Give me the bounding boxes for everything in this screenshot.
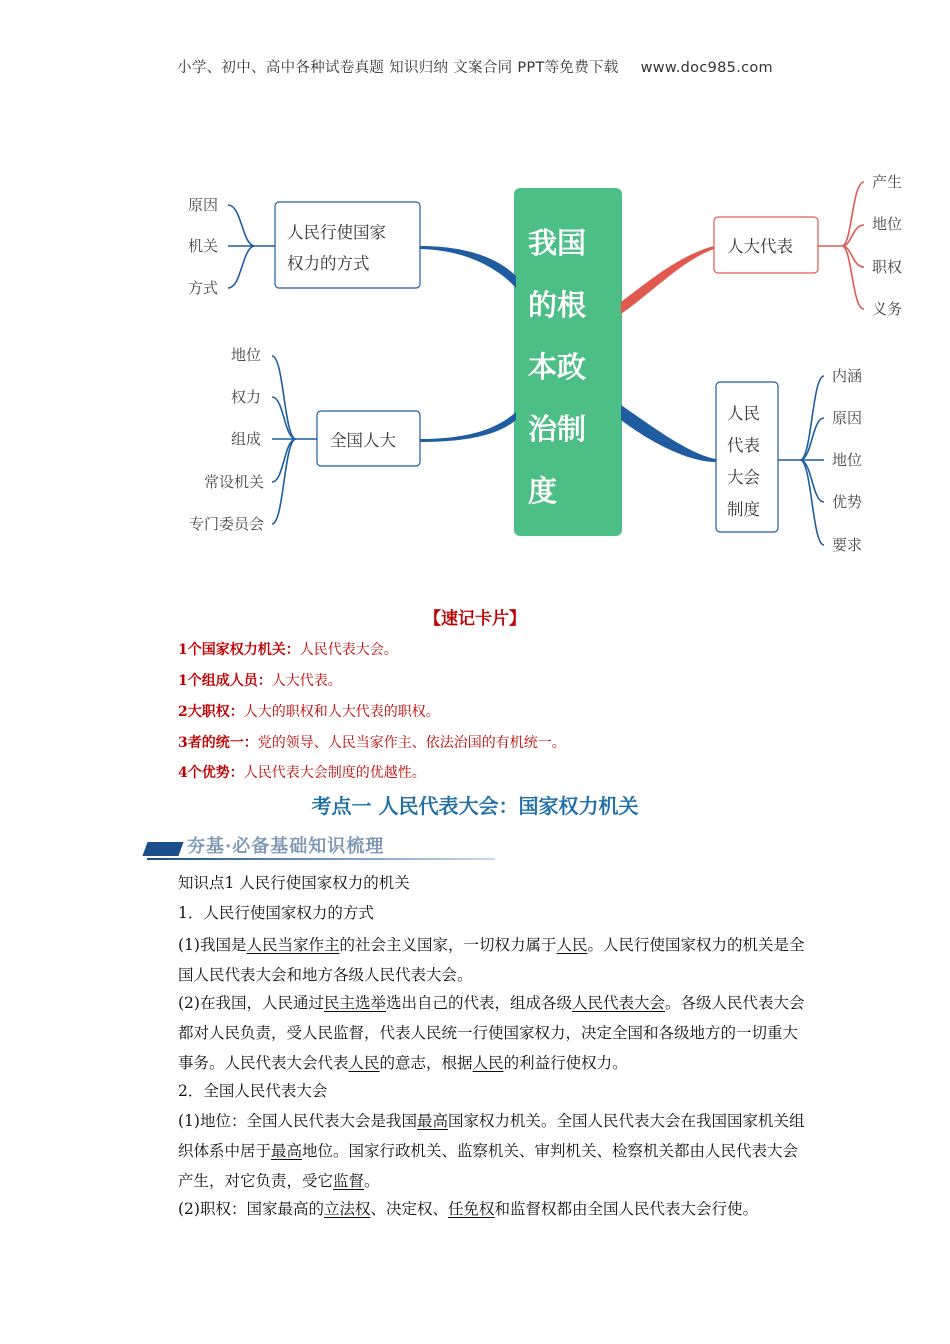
leaf-system-status: 地位 [832, 451, 863, 469]
card-item [178, 670, 342, 690]
leaf-system-advantage: 优势 [832, 493, 863, 511]
mind-map [0, 150, 950, 560]
node-npc-system-line4: 制度 [727, 500, 760, 519]
branch-top-right [621, 246, 714, 314]
leaf-method: 方式 [188, 279, 219, 297]
section-banner [145, 828, 495, 862]
leaf-deputy-power: 职权 [872, 258, 903, 276]
banner-bar [142, 842, 183, 856]
card-item-key: 1个国家权力机关： [178, 642, 300, 658]
leaf-npc-power: 权力 [231, 388, 262, 406]
node-exercise-power-way-line1: 人民行使国家 [287, 223, 386, 242]
card-item-key: 1个组成人员： [178, 673, 272, 689]
p2-underline-3: 人民 [348, 1054, 380, 1072]
p3-text-c: 地位。国家行政机关、监察机关、审判机关、检察机关都由人民代表大会产生，对它负责，受它 [178, 1142, 799, 1190]
page-header [0, 56, 950, 77]
quick-card-title: 【速记卡片】 [424, 609, 526, 629]
leaf-system-reason: 原因 [832, 409, 863, 427]
p4-text-b: 、决定权、 [370, 1200, 448, 1218]
node-exercise-power-way-line2: 权力的方式 [287, 254, 370, 273]
leaf-npc-status: 地位 [231, 346, 262, 364]
p4-text-c: 和监督权都由全国人民代表大会行使。 [494, 1200, 759, 1218]
p2-underline-2: 人民代表大会 [572, 994, 666, 1012]
node-npc-system-line1: 人民 [727, 404, 760, 423]
leaf-system-meaning: 内涵 [832, 367, 863, 385]
node-npc-system-line2: 代表 [727, 436, 760, 455]
leaf-npc-composition: 组成 [231, 430, 262, 448]
p2-text-c: 。各级人民代表大会都对人民负责，受人民监督，代表人民统一行使国家权力，决定全国和各级地方的一切重大事务。人民代表大会代表 [178, 994, 805, 1072]
p2-underline-1: 民主选举 [323, 994, 386, 1012]
p1-underline-1: 人民当家作主 [246, 936, 340, 954]
p1-underline-2: 人民 [556, 936, 588, 954]
p1-text-a: (1)我国是 [178, 936, 247, 954]
p2-underline-4: 人民 [472, 1054, 504, 1072]
p1-text-b: 的社会主义国家，一切权力属于 [339, 936, 557, 954]
center-line-2: 的根 [528, 288, 587, 322]
card-item-value: 人民代表大会制度的优越性。 [243, 765, 426, 781]
paragraph-2 [178, 988, 808, 1078]
node-npc-system-line3: 大会 [727, 468, 760, 487]
paragraph-3 [178, 1106, 808, 1196]
knowledge-point-title: 知识点1 人民行使国家权力的机关 [178, 874, 410, 892]
leaf-organ: 机关 [188, 237, 219, 255]
paragraph-1 [178, 930, 808, 990]
bottom-right-leaf-lines [778, 376, 824, 545]
leaf-system-requirement: 要求 [832, 536, 863, 554]
card-item-value: 人民代表大会。 [299, 642, 398, 658]
p3-underline-3: 监督 [333, 1172, 365, 1190]
p4-underline-1: 立法权 [323, 1200, 371, 1218]
center-line-4: 治制 [528, 412, 587, 446]
center-line-5: 度 [528, 474, 558, 508]
node-deputy-label: 人大代表 [727, 237, 793, 256]
p3-text-b: 国家权力机关。全国人民代表大会在我国国家机关组织体系中居于 [178, 1112, 805, 1160]
subheading-1: 1．人民行使国家权力的方式 [178, 904, 374, 922]
top-left-leaf-lines [228, 205, 275, 288]
p4-underline-2: 任免权 [448, 1200, 495, 1218]
card-item [178, 701, 440, 721]
top-right-leaf-lines [818, 182, 864, 309]
leaf-deputy-status: 地位 [872, 215, 903, 233]
bottom-left-leaf-lines [272, 356, 317, 524]
node-npc-label: 全国人大 [330, 431, 396, 450]
header-text: 小学、初中、高中各种试卷真题 知识归纳 文案合同 PPT等免费下载 [177, 60, 619, 76]
p2-text-e: 的利益行使权力。 [503, 1054, 628, 1072]
node-exercise-power-way [275, 202, 420, 288]
card-item [178, 762, 426, 782]
subheading-2: 2．全国人民代表大会 [178, 1082, 328, 1100]
card-item-value: 人大代表。 [271, 673, 342, 689]
branch-top-left [420, 246, 516, 288]
banner-rule [147, 858, 495, 860]
leaf-reason: 原因 [188, 196, 219, 214]
p2-text-d: 的意志，根据 [379, 1054, 473, 1072]
branch-bottom-left [420, 412, 516, 442]
card-item-value: 人大的职权和人大代表的职权。 [243, 704, 440, 720]
banner-label: 夯基·必备基础知识梳理 [187, 836, 385, 857]
p1-text-c: 。人民行使国家权力的机关是全国人民代表大会和地方各级人民代表大会。 [178, 936, 805, 984]
section-heading: 考点一 人民代表大会：国家权力机关 [311, 794, 639, 818]
branch-bottom-right [621, 405, 716, 462]
p2-text-b: 选出自己的代表，组成各级 [385, 994, 572, 1012]
p4-text-a: (2)职权：国家最高的 [178, 1200, 324, 1218]
card-item-value: 党的领导、人民当家作主、依法治国的有机统一。 [257, 735, 566, 751]
card-item [178, 732, 566, 752]
leaf-npc-standing-organ: 常设机关 [204, 473, 265, 491]
card-item-key: 4个优势： [178, 765, 244, 781]
card-item-key: 2大职权： [178, 704, 244, 720]
p3-underline-2: 最高 [271, 1142, 303, 1160]
p3-text-d: 。 [364, 1172, 380, 1190]
center-line-1: 我国 [528, 226, 587, 260]
center-line-3: 本政 [528, 350, 587, 384]
paragraph-4 [178, 1194, 808, 1224]
p3-text-a: (1)地位：全国人民代表大会是我国 [178, 1112, 417, 1130]
leaf-deputy-election: 产生 [872, 173, 903, 191]
card-item-key: 3者的统一： [178, 735, 258, 751]
leaf-deputy-duty: 义务 [872, 300, 903, 318]
p3-underline-1: 最高 [416, 1112, 448, 1130]
leaf-npc-committee: 专门委员会 [189, 515, 265, 533]
card-item [178, 639, 398, 659]
p2-text-a: (2)在我国，人民通过 [178, 994, 324, 1012]
header-url[interactable]: www.doc985.com [640, 60, 773, 76]
